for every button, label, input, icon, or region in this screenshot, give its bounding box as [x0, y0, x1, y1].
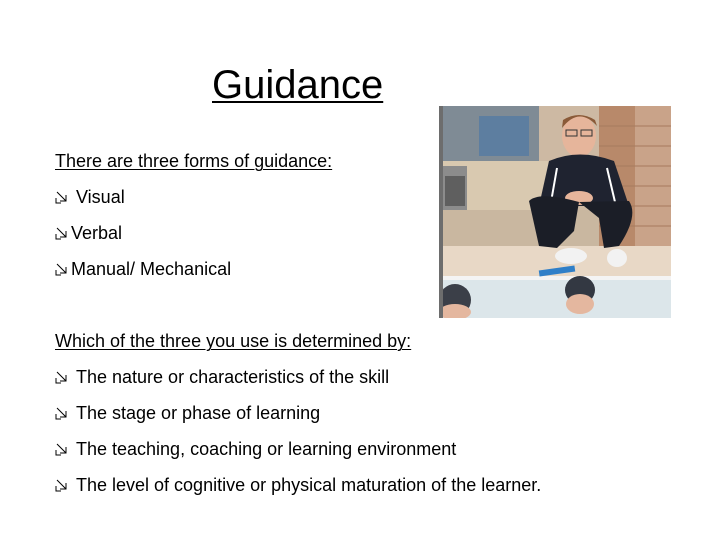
arrow-bullet-icon	[55, 478, 69, 492]
arrow-bullet-icon	[55, 370, 69, 384]
list-item	[55, 402, 320, 424]
arrow-bullet-icon	[55, 226, 69, 240]
list-item	[55, 438, 456, 460]
determinant-nature: The nature or characteristics of the skill	[76, 367, 390, 387]
arrow-bullet-icon	[55, 442, 69, 456]
form-visual: Visual	[76, 187, 125, 207]
determinant-maturation: The level of cognitive or physical maturation of the learner.	[76, 475, 542, 495]
list-item	[55, 258, 231, 280]
list-item	[55, 222, 122, 244]
list-item	[55, 366, 389, 388]
determinant-stage: The stage or phase of learning	[76, 403, 321, 423]
form-manual-mechanical: Manual/ Mechanical	[71, 259, 232, 279]
arrow-bullet-icon	[55, 406, 69, 420]
determinants-heading: Which of the three you use is determined by:	[55, 331, 412, 351]
determinants-heading-line	[55, 330, 411, 352]
forms-heading: There are three forms of guidance:	[55, 151, 333, 171]
arrow-bullet-icon	[55, 190, 69, 204]
arrow-bullet-icon	[55, 262, 69, 276]
determinant-environment: The teaching, coaching or learning environment	[76, 439, 457, 459]
list-item	[55, 474, 541, 496]
form-verbal: Verbal	[71, 223, 123, 243]
slide-title: Guidance	[212, 63, 384, 107]
list-item	[55, 186, 125, 208]
coach-photo	[439, 106, 671, 318]
forms-heading-line	[55, 150, 332, 172]
